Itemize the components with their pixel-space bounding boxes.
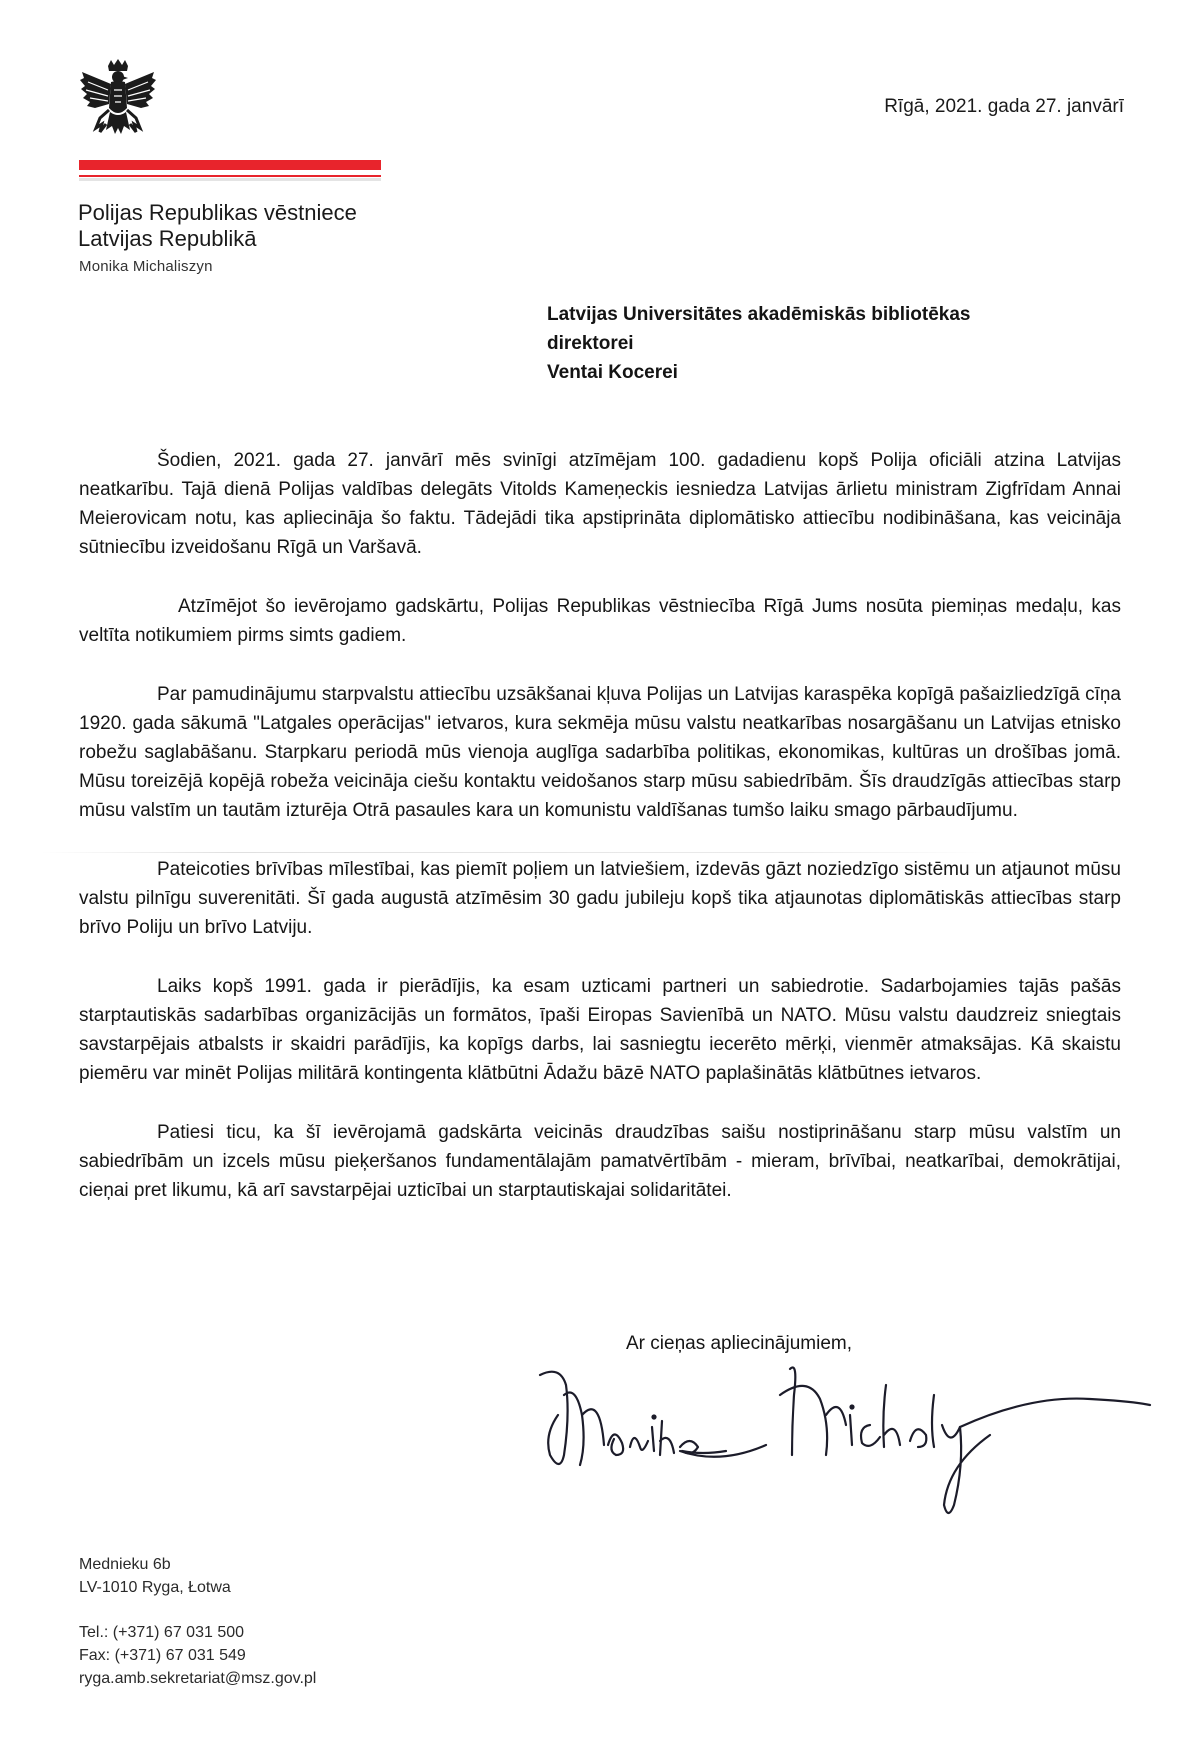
- scan-artifact-line: [40, 852, 990, 853]
- letterhead-grey-line: [79, 178, 381, 181]
- sender-line-2: Latvijas Republikā: [78, 226, 257, 251]
- letter-body: [79, 446, 1121, 1235]
- paragraph: Atzīmējot šo ievērojamo gadskārtu, Polijas Republikas vēstniecība Rīgā Jums nosūta piemiņas medaļu, kas veltīta notikumiem pirms simts gadiem.: [79, 596, 1121, 646]
- paragraph: Pateicoties brīvības mīlestībai, kas piemīt poļiem un latviešiem, izdevās gāzt noziedzīgo sistēmu un atjaunot mūsu valstu pilnīgu suverenitāti. Šī gada augustā atzīmēsim 30 gadu jubileju kopš tika atjaunotas diplomātiskās attiecības starp brīvo Poliju un brīvo Latviju.: [79, 859, 1121, 938]
- closing-salutation: Ar cieņas apliecinājumiem,: [626, 1333, 852, 1354]
- paragraph: Par pamudinājumu starpvalstu attiecību uzsākšanai kļuva Polijas un Latvijas karaspēka kopīgā pašaizliedzīgā cīņa 1920. gada sākumā "Latgales operācijas" ietvaros, kura sekmēja mūsu valstu neatkarības nosargāšanu un Latvijas etnisko robežu saglabāšanu. Starpkaru periodā mūs vienoja auglīga sadarbība politikas, ekonomikas, kultūras un drošības jomā. Mūsu toreizējā kopējā robeža veicināja ciešu kontaktu veidošanos starp mūsu sabiedrībām. Šīs draudzīgās attiecības starp mūsu valstīm un tautām izturēja Otrā pasaules kara un komunistu valdīšanas tumšo laiku smago pārbaudījumu.: [79, 684, 1121, 821]
- recipient-block: [547, 300, 971, 387]
- recipient-line-2: direktorei: [547, 333, 634, 354]
- address-line-1: Mednieku 6b: [79, 1556, 171, 1573]
- recipient-line-3: Ventai Kocerei: [547, 362, 678, 383]
- sender-name: Monika Michaliszyn: [79, 258, 213, 275]
- polish-eagle-emblem-icon: [78, 58, 158, 146]
- letter-date: Rīgā, 2021. gada 27. janvārī: [884, 96, 1124, 117]
- recipient-line-1: Latvijas Universitātes akadēmiskās bibliotēkas: [547, 304, 971, 325]
- footer-contact: [79, 1553, 316, 1690]
- letterhead-red-bar: [79, 160, 381, 170]
- paragraph: Šodien, 2021. gada 27. janvārī mēs svinīgi atzīmējam 100. gadadienu kopš Polija oficiāli atzina Latvijas neatkarību. Tajā dienā Polijas valdības delegāts Vitolds Kameņeckis iesniedza Latvijas ārlietu ministram Zigfrīdam Annai Meierovicam notu, kas apliecināja šo faktu. Tādejādi tika apstiprināta diplomātisko attiecību nodibināšana, kas veicināja sūtniecību izveidošanu Rīgā un Varšavā.: [79, 450, 1121, 558]
- address-line-2: LV-1010 Ryga, Łotwa: [79, 1579, 231, 1596]
- handwritten-signature: [530, 1355, 1160, 1525]
- sender-line-1: Polijas Republikas vēstniece: [78, 200, 357, 225]
- letterhead-red-line: [79, 175, 381, 177]
- paragraph: Laiks kopš 1991. gada ir pierādījis, ka esam uzticami partneri un sabiedrotie. Sadarbojamies tajās pašās starptautiskās sadarbības organizācijās un formātos, īpaši Eiropas Savienībā un NATO. Mūsu valstu daudzreiz sniegtais savstarpējais atbalsts ir skaidri parādījis, ka kopīgs darbs, lai sasniegtu iecerēto mērķi, vienmēr atmaksājas. Kā skaistu piemēru var minēt Polijas militārā kontingenta klātbūtni Ādažu bāzē NATO paplašinātās klātbūtnes ietvaros.: [79, 976, 1121, 1084]
- phone: Tel.: (+371) 67 031 500: [79, 1624, 245, 1641]
- paragraph: Patiesi ticu, ka šī ievērojamā gadskārta veicinās draudzības saišu nostiprināšanu starp mūsu valstīm un sabiedrībām un izcels mūsu pieķeršanos fundamentālajām pamatvērtībām - mieram, brīvībai, neatkarībai, demokrātijai, cieņai pret likumu, kā arī savstarpējai uzticībai un starptautiskajai solidaritātei.: [79, 1122, 1121, 1201]
- email[interactable]: ryga.amb.sekretariat@msz.gov.pl: [79, 1670, 317, 1687]
- sender-title: [78, 200, 357, 252]
- fax: Fax: (+371) 67 031 549: [79, 1647, 246, 1664]
